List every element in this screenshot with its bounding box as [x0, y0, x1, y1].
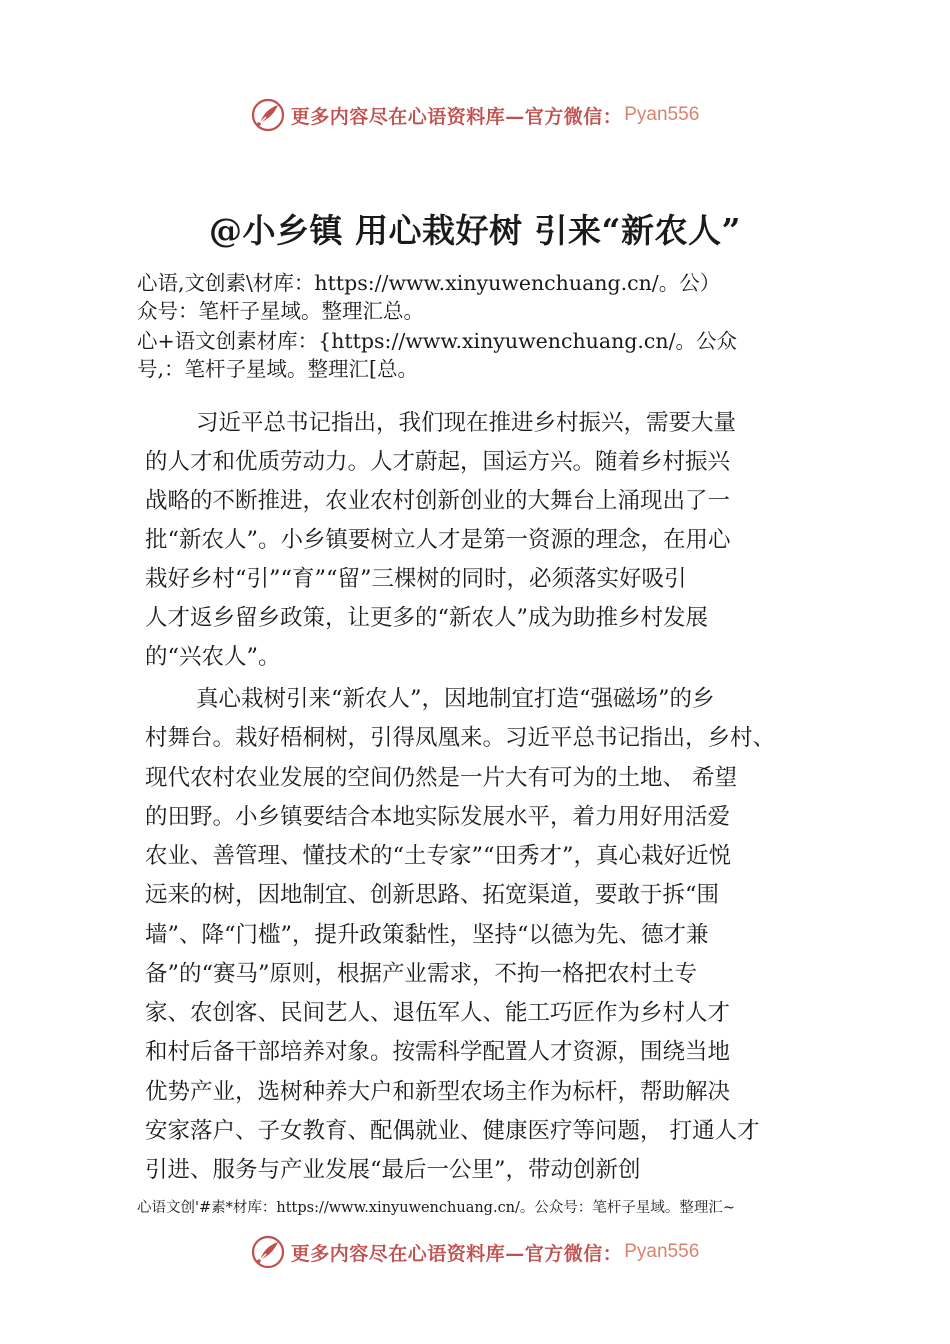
source-line: 号,：笔杆子星域。整理汇[总。: [137, 357, 419, 381]
footer-banner: [0, 1232, 950, 1272]
page-title: @小乡镇 用心栽好树 引来“新农人”: [209, 211, 741, 250]
header-banner: [0, 95, 950, 135]
header-banner-text: 更多内容尽在心语资料库—官方微信：: [290, 105, 623, 128]
text-line: 引进、服务与产业发展“最后一公里”，带动创新创: [145, 1157, 641, 1183]
quill-pen-logo-icon: [251, 98, 285, 132]
text-line: 人才返乡留乡政策，让更多的“新农人”成为助推乡村发展: [145, 605, 709, 631]
text-line: 远来的树，因地制宜、创新思路、拓宽渠道，要敢于拆“围: [145, 882, 720, 908]
footer-wechat-id: Pyan556: [624, 1241, 700, 1262]
header-wechat-id: Pyan556: [624, 104, 700, 125]
text-line: 现代农村农业发展的空间仍然是一片大有可为的土地、 希望: [145, 765, 738, 791]
source-line: 心+语文创素材库：{https://www.xinyuwenchuang.cn/。公众: [137, 329, 738, 353]
text-line: 的“兴农人”。: [145, 644, 281, 670]
source-line: 众号：笔杆子星域。整理汇总。: [137, 299, 424, 323]
text-line: 栽好乡村“引”“育”“留”三棵树的同时，必须落实好吸引: [145, 566, 687, 592]
text-line: 的田野。小乡镇要结合本地实际发展水平，着力用好用活爱: [145, 804, 731, 830]
source-line: 心语,文创素\材库：https://www.xinyuwenchuang.cn/。公）: [137, 271, 721, 295]
text-line: 真心栽树引来“新农人”，因地制宜打造“强磁场”的乡: [196, 686, 715, 712]
text-line: 战略的不断推进，农业农村创新创业的大舞台上涌现出了一: [145, 488, 731, 514]
footer-source-note: 心语文创'#素*材库：https://www.xinyuwenchuang.cn/。公众号：笔杆子星域。整理汇~: [137, 1200, 736, 1216]
text-line: 备”的“赛马”原则，根据产业需求，不拘一格把农村土专: [145, 961, 698, 987]
text-line: 优势产业，选树种养大户和新型农场主作为标杆，帮助解决: [145, 1079, 731, 1105]
quill-pen-logo-icon: [251, 1235, 285, 1269]
text-line: 习近平总书记指出，我们现在推进乡村振兴，需要大量: [196, 410, 737, 436]
text-line: 和村后备干部培养对象。按需科学配置人才资源，围绕当地: [145, 1039, 731, 1065]
text-line: 的人才和优质劳动力。人才蔚起，国运方兴。随着乡村振兴: [145, 449, 731, 475]
text-line: 村舞台。栽好梧桐树，引得凤凰来。习近平总书记指出，乡村、: [145, 725, 776, 751]
text-line: 批“新农人”。小乡镇要树立人才是第一资源的理念，在用心: [145, 527, 731, 553]
footer-banner-text: 更多内容尽在心语资料库—官方微信：: [290, 1242, 623, 1265]
text-line: 安家落户、子女教育、配偶就业、健康医疗等问题， 打通人才: [145, 1118, 760, 1144]
text-line: 农业、善管理、懂技术的“土专家”“田秀才”，真心栽好近悦: [145, 843, 732, 869]
text-line: 家、农创客、民间艺人、退伍军人、能工巧匠作为乡村人才: [145, 1000, 731, 1026]
text-line: 墙”、降“门槛”，提升政策黏性，坚持“以德为先、德才兼: [145, 922, 709, 948]
